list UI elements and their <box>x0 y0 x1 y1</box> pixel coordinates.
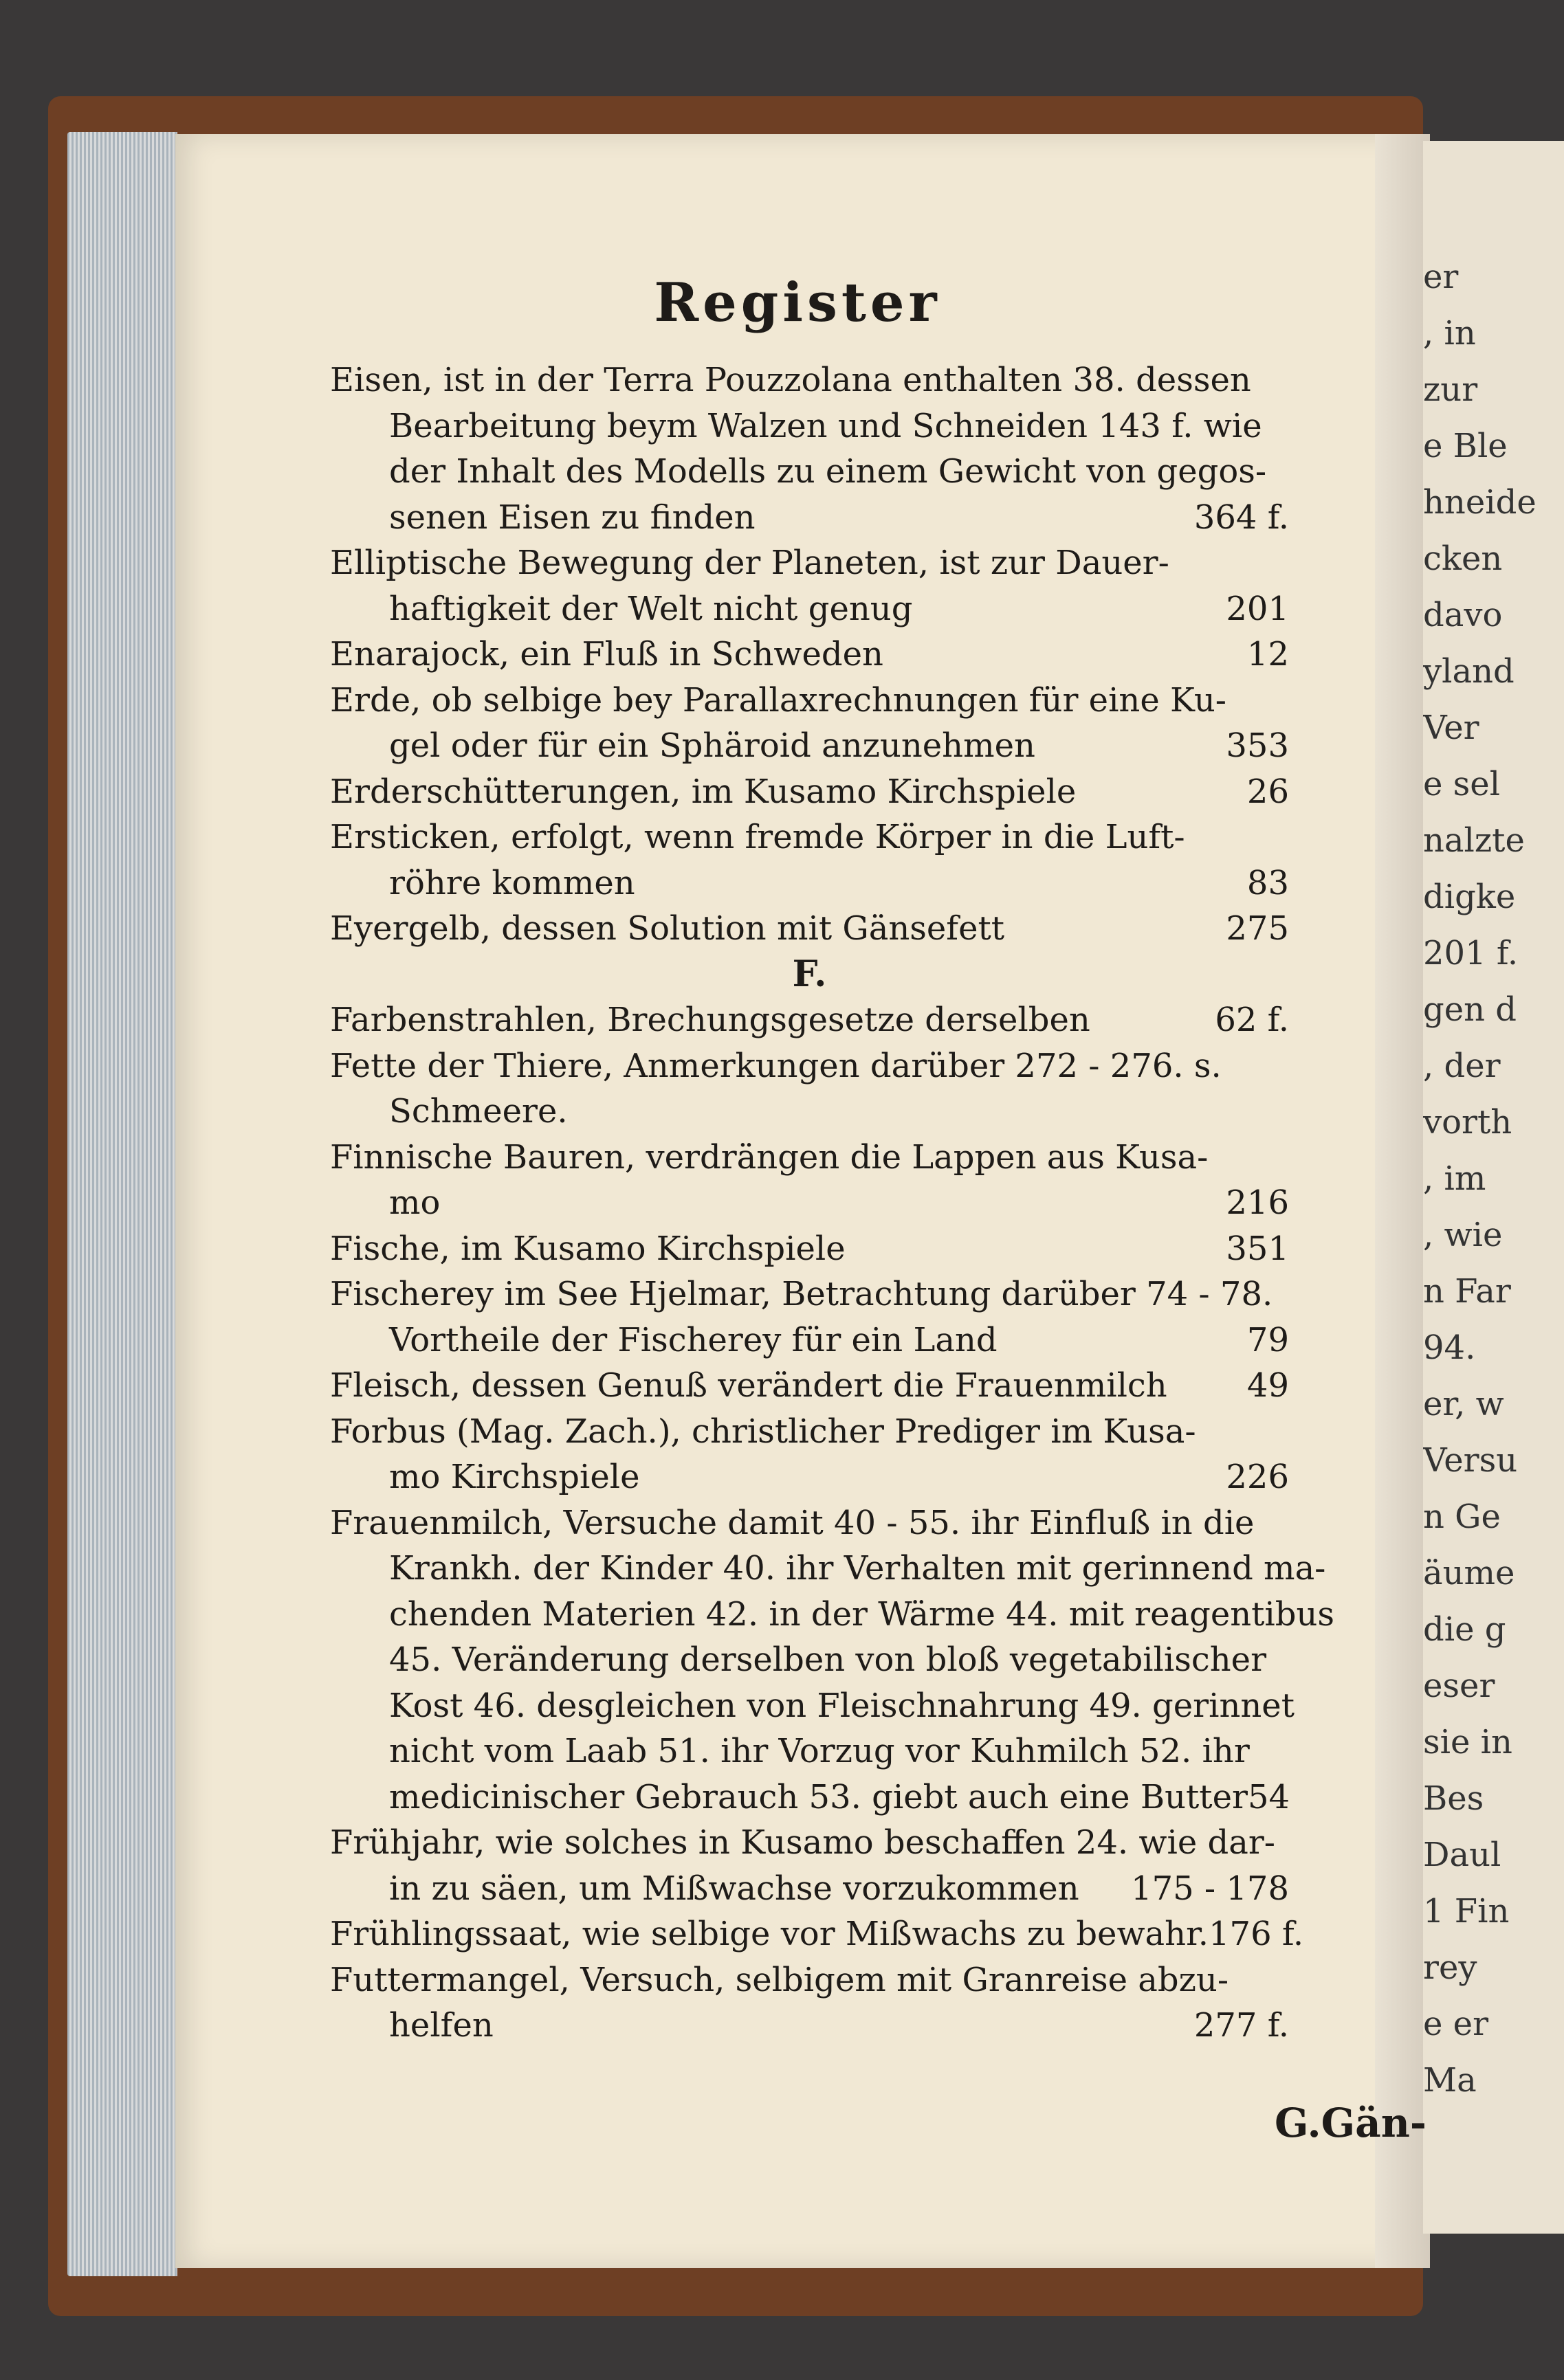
register-entry <box>330 1820 1289 1911</box>
entry-headline: Fleisch, dessen Genuß verändert die Frauenmilch <box>330 1366 1167 1405</box>
adjacent-text-fragment: zur <box>1423 370 1478 409</box>
register-entry <box>330 1409 1289 1500</box>
adjacent-text-fragment: 201 f. <box>1423 934 1519 972</box>
entry-continuation: der Inhalt des Modells zu einem Gewicht von gegos- <box>389 452 1267 491</box>
register-entry <box>330 1135 1289 1226</box>
register-entry <box>330 1363 1289 1409</box>
entry-headline: Farbenstrahlen, Brechungsgesetze derselben <box>330 1001 1090 1039</box>
entry-headline: Ersticken, erfolgt, wenn fremde Körper in die Luft- <box>330 818 1185 856</box>
entry-continuation: 45. Veränderung derselben von bloß vegetabilischer <box>389 1641 1267 1679</box>
entry-continuation: Kost 46. desgleichen von Fleischnahrung 49. gerinnet <box>389 1686 1295 1725</box>
entry-headline: Forbus (Mag. Zach.), christlicher Prediger im Kusa- <box>330 1412 1196 1451</box>
entry-continuation: in zu säen, um Mißwachse vorzukommen <box>389 1869 1079 1908</box>
adjacent-text-fragment: e sel <box>1423 765 1501 803</box>
register-entry <box>330 540 1289 632</box>
register-entries <box>330 357 1335 2049</box>
letter-heading: F. <box>792 953 827 995</box>
register-entry <box>330 1043 1289 1135</box>
adjacent-text-fragment: , in <box>1423 314 1476 353</box>
adjacent-text-fragment: Bes <box>1423 1779 1484 1818</box>
entry-continuation: medicinischer Gebrauch 53. giebt auch eine Butter <box>389 1777 1248 1816</box>
adjacent-text-fragment: eser <box>1423 1667 1495 1705</box>
adjacent-text-fragment: Ver <box>1423 709 1479 747</box>
entry-headline: Eisen, ist in der Terra Pouzzolana enthalten 38. dessen <box>330 361 1251 399</box>
entry-headline: Enarajock, ein Fluß in Schweden <box>330 635 883 674</box>
adjacent-text-fragment: 1 Fin <box>1423 1892 1510 1931</box>
adjacent-text-fragment: gen d <box>1423 990 1517 1029</box>
register-entry <box>330 678 1289 769</box>
adjacent-page-fragment <box>1423 141 1564 2234</box>
register-entry <box>330 906 1289 952</box>
catchword: G.Gän- <box>1274 2100 1427 2146</box>
register-entry <box>330 997 1289 1043</box>
entry-headline: Fette der Thiere, Anmerkungen darüber 272 - 276. s. <box>330 1046 1222 1085</box>
adjacent-text-fragment: e Ble <box>1423 427 1508 465</box>
page-reference: 353 <box>1226 726 1289 765</box>
entry-continuation: gel oder für ein Sphäroid anzunehmen <box>389 726 1035 765</box>
page-reference: 79 <box>1246 1320 1289 1359</box>
entry-headline: Erderschütterungen, im Kusamo Kirchspiele <box>330 772 1077 811</box>
page-reference: 364 f. <box>1193 498 1289 537</box>
adjacent-text-fragment: , der <box>1423 1047 1501 1085</box>
adjacent-text-fragment: , wie <box>1423 1216 1503 1254</box>
page-reference: 83 <box>1246 863 1289 902</box>
entry-headline: Finnische Bauren, verdrängen die Lappen aus Kusa- <box>330 1137 1209 1177</box>
adjacent-text-fragment: nalzte <box>1423 821 1525 860</box>
page-reference: 12 <box>1246 635 1289 674</box>
adjacent-text-fragment: digke <box>1423 878 1516 916</box>
adjacent-text-fragment: vorth <box>1423 1103 1512 1142</box>
adjacent-text-fragment: Versu <box>1423 1441 1518 1480</box>
adjacent-text-fragment: die g <box>1423 1610 1506 1649</box>
page-reference: 176 f. <box>1209 1915 1304 1953</box>
entry-continuation: Krankh. der Kinder 40. ihr Verhalten mit gerinnend ma- <box>389 1549 1326 1588</box>
page-reference: 351 <box>1226 1229 1289 1268</box>
adjacent-text-fragment: yland <box>1423 652 1515 691</box>
page-reference: 226 <box>1226 1458 1289 1496</box>
entry-headline: Frühjahr, wie solches in Kusamo beschaffen 24. wie dar- <box>330 1823 1275 1862</box>
page-reference: 201 <box>1226 589 1289 628</box>
page-reference: 54 <box>1247 1777 1290 1816</box>
adjacent-text-fragment: sie in <box>1423 1723 1512 1761</box>
entry-headline: Frühlingssaat, wie selbige vor Mißwachs zu bewahr. <box>330 1915 1209 1953</box>
entry-headline: Fische, im Kusamo Kirchspiele <box>330 1229 846 1268</box>
page-reference: 277 f. <box>1193 2006 1289 2045</box>
adjacent-text-fragment: hneide <box>1423 483 1537 522</box>
entry-continuation: helfen <box>389 2006 494 2045</box>
entry-headline: Elliptische Bewegung der Planeten, ist zur Dauer- <box>330 544 1169 582</box>
book-gutter <box>1375 134 1430 2268</box>
register-entry <box>330 357 1289 540</box>
entry-headline: Frauenmilch, Versuche damit 40 - 55. ihr Einfluß in die <box>330 1503 1255 1542</box>
adjacent-text-fragment: rey <box>1423 1948 1477 1987</box>
register-entry <box>330 1957 1289 2049</box>
entry-continuation: mo Kirchspiele <box>389 1458 640 1496</box>
page-title: Register <box>654 271 941 334</box>
register-entry <box>330 814 1289 906</box>
entry-continuation: Vortheile der Fischerey für ein Land <box>389 1320 998 1359</box>
adjacent-text-fragment: Daul <box>1423 1836 1501 1874</box>
adjacent-text-fragment: Ma <box>1423 2061 1477 2100</box>
entry-headline: Futtermangel, Versuch, selbigem mit Granreise abzu- <box>330 1960 1229 1999</box>
page-reference: 175 - 178 <box>1131 1869 1289 1908</box>
page-reference: 62 f. <box>1215 1001 1289 1039</box>
page-edges <box>67 132 177 2276</box>
adjacent-text-fragment: , im <box>1423 1159 1486 1198</box>
entry-continuation: Schmeere. <box>389 1092 568 1131</box>
page-reference: 26 <box>1246 772 1289 811</box>
entry-continuation: senen Eisen zu finden <box>389 498 756 537</box>
adjacent-text-fragment: n Far <box>1423 1272 1511 1311</box>
adjacent-text-fragment: davo <box>1423 596 1503 634</box>
adjacent-text-fragment: n Ge <box>1423 1498 1501 1536</box>
entry-continuation: nicht vom Laab 51. ihr Vorzug vor Kuhmilch 52. ihr <box>389 1732 1250 1770</box>
entry-headline: Eyergelb, dessen Solution mit Gänsefett <box>330 909 1005 948</box>
page-reference: 275 <box>1226 909 1289 948</box>
register-entry <box>330 1911 1304 1957</box>
adjacent-text-fragment: 94. <box>1423 1328 1476 1367</box>
entry-headline: Fischerey im See Hjelmar, Betrachtung darüber 74 - 78. <box>330 1275 1273 1313</box>
adjacent-text-fragment: er, w <box>1423 1385 1504 1423</box>
entry-continuation: haftigkeit der Welt nicht genug <box>389 589 913 628</box>
entry-headline: Erde, ob selbige bey Parallaxrechnungen für eine Ku- <box>330 680 1226 720</box>
adjacent-text-fragment: er <box>1423 258 1459 296</box>
entry-continuation: röhre kommen <box>389 863 635 902</box>
page-reference: 216 <box>1226 1183 1289 1222</box>
register-entry <box>330 769 1289 815</box>
register-entry <box>330 1226 1289 1272</box>
page-reference: 49 <box>1246 1366 1289 1405</box>
register-entry <box>330 632 1289 678</box>
register-entry <box>330 1500 1335 1821</box>
adjacent-text-fragment: e er <box>1423 2005 1489 2043</box>
entry-continuation: Bearbeitung beym Walzen und Schneiden 143 f. wie <box>389 406 1262 445</box>
entry-continuation: mo <box>389 1183 441 1222</box>
adjacent-text-fragment: cken <box>1423 540 1503 578</box>
adjacent-text-fragment: äume <box>1423 1554 1515 1592</box>
entry-continuation: chenden Materien 42. in der Wärme 44. mit reagentibus <box>389 1594 1335 1634</box>
register-entry <box>330 1271 1289 1363</box>
